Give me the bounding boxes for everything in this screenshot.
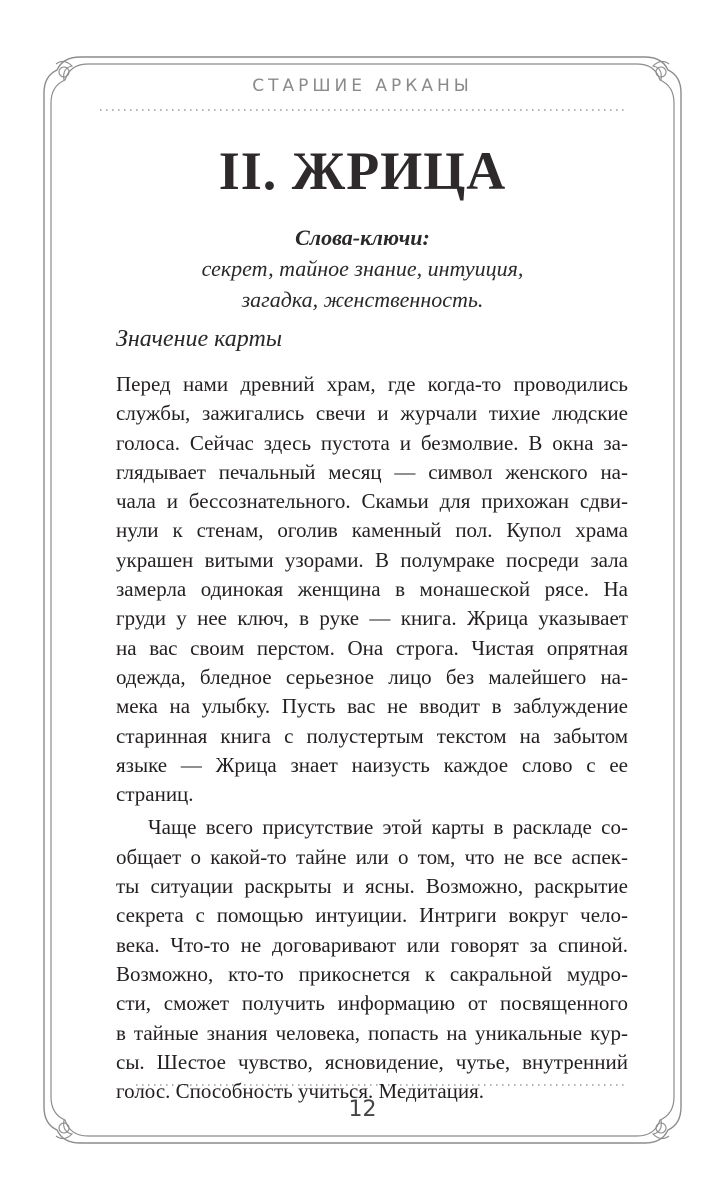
text-line: глядывает печальный месяц — символ женского на- — [116, 459, 628, 484]
text-line: старинная книга с полустертым текстом на забытом — [116, 723, 628, 748]
text-line: одежда, бледное серьезное лицо без малейшего на- — [116, 664, 628, 689]
text-line: языке — Жрица знает наизусть каждое слово с ее — [116, 752, 628, 777]
text-line: нули к стенам, оголив каменный пол. Купол храма — [116, 518, 628, 543]
text-line: украшен витыми узорами. В полумраке посреди зала — [116, 547, 628, 572]
text-line: в тайные знания человека, попасть на уникальные кур- — [116, 1020, 628, 1045]
text-line: службы, зажигались свечи и журчали тихие людские — [116, 401, 628, 426]
keywords-line: загадка, женственность. — [241, 287, 484, 312]
text-line: страниц. — [116, 782, 194, 807]
text-line: сы. Шестое чувство, ясновидение, чутье, внутренний — [116, 1049, 628, 1074]
text-line: мека на улыбку. Пусть вас не вводит в заблуждение — [116, 694, 628, 719]
page-number: 12 — [348, 1097, 377, 1122]
text-line: Чаще всего присутствие этой карты в раскладе со- — [148, 815, 628, 840]
text-line: голос. Способность учиться. Медитация. — [116, 1079, 485, 1104]
text-line: ты ситуации раскрыты и ясны. Возможно, раскрытие — [116, 874, 628, 899]
keywords-heading: Слова-ключи: — [295, 225, 430, 250]
keywords-block — [0, 222, 725, 315]
text-line: замерла одинокая женщина в монашеской рясе. На — [116, 577, 628, 602]
card-title: II. ЖРИЦА — [218, 141, 507, 201]
text-line: чала и бессознательного. Скамьи для прихожан сдви- — [116, 489, 628, 514]
text-line: века. Что-то не договаривают или говорят за спиной. — [116, 932, 628, 957]
text-line: Перед нами древний храм, где когда-то проводились — [116, 372, 628, 396]
paragraph-1 — [116, 370, 628, 809]
text-line: сти, сможет получить информацию от посвященного — [116, 991, 628, 1016]
text-line: общает о какой-то тайне или о том, что не все аспек- — [116, 844, 628, 869]
paragraph-2 — [116, 813, 628, 1106]
text-line: секрета с помощью интуиции. Интриги вокруг чело- — [116, 903, 628, 928]
running-header: СТАРШИЕ АРКАНЫ — [252, 76, 473, 96]
section-heading: Значение карты — [116, 326, 283, 352]
body-text — [116, 370, 628, 1106]
text-line: голоса. Сейчас здесь пустота и безмолвие. В окна за- — [116, 430, 628, 455]
text-line: на вас своим перстом. Она строга. Чистая опрятная — [116, 635, 628, 660]
keywords-line: секрет, тайное знание, интуиция, — [201, 256, 524, 281]
text-line: Возможно, кто-то прикоснется к сакральной мудро- — [116, 961, 628, 986]
text-line: груди у нее ключ, в руке — книга. Жрица указывает — [116, 606, 628, 631]
